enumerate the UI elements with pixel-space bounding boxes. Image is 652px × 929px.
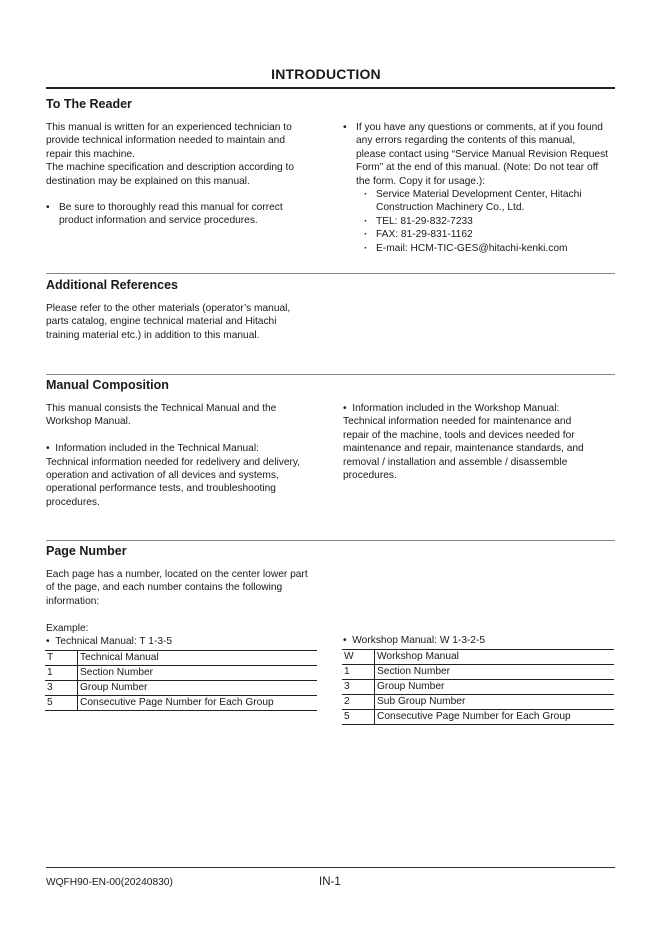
text-line: Technical information needed for maintenance and: [343, 416, 572, 428]
text-line: Each page has a number, located on the center lower part: [46, 569, 308, 580]
text-line: This manual is written for an experienced technician to: [46, 122, 292, 133]
page-title: INTRODUCTION: [271, 66, 381, 82]
desc-cell: Group Number: [78, 681, 318, 696]
text-line: training material etc.) in addition to this manual.: [46, 329, 260, 341]
code-cell: W: [342, 650, 375, 665]
text-line: Technical information needed for redelivery and delivery,: [46, 456, 301, 468]
text-line: information:: [46, 595, 100, 607]
section-divider: [46, 374, 615, 375]
desc-cell: Consecutive Page Number for Each Group: [375, 710, 615, 725]
composition-heading: Manual Composition: [46, 378, 169, 392]
to-reader-left: [46, 121, 336, 188]
desc-cell: Section Number: [78, 666, 318, 681]
technical-code-table: [45, 650, 317, 711]
footer-doc-code: WQFH90-EN-00(20240830): [46, 877, 173, 888]
code-cell: 2: [342, 695, 375, 710]
composition-right: [343, 402, 618, 482]
composition-left: [46, 402, 336, 509]
text-line: operational performance tests, and troubleshooting: [46, 483, 276, 495]
to-reader-right: [343, 121, 618, 255]
bullet-item: [46, 201, 336, 228]
text-line: The machine specification and description according to: [46, 162, 295, 174]
table-row: [45, 681, 317, 696]
text-line: • If you have any questions or comments, at if you found: [356, 122, 603, 133]
section-divider: [46, 540, 615, 541]
text-line: repair this machine.: [46, 148, 135, 160]
workshop-label-line: • Workshop Manual: W 1-3-2-5: [343, 635, 486, 646]
contact-item: · FAX: 81-29-831-1162: [356, 228, 618, 241]
technical-label-line: • Technical Manual: T 1-3-5: [46, 636, 173, 647]
contact-text: Construction Machinery Co., Ltd.: [376, 202, 525, 214]
table-row: [45, 666, 317, 681]
desc-cell: Consecutive Page Number for Each Group: [78, 696, 318, 711]
code-cell: 1: [342, 665, 375, 680]
text-line: procedures.: [343, 470, 397, 482]
contact-item: · E-mail: HCM-TIC-GES@hitachi-kenki.com: [356, 242, 618, 255]
table-row: [342, 680, 614, 695]
text-line: please contact using “Service Manual Revision Request: [356, 148, 608, 160]
title-rule: [46, 87, 615, 89]
text-line: procedures.: [46, 496, 100, 508]
text-line: Form” at the end of this manual. (Note: Do not tear off: [356, 162, 599, 174]
table-row: [45, 651, 317, 666]
text-line: removal / installation and assemble / disassemble: [343, 456, 568, 468]
code-cell: 3: [45, 681, 78, 696]
to-reader-heading: To The Reader: [46, 97, 132, 111]
bullet-line: • Information included in the Workshop Manual:: [343, 403, 560, 414]
to-reader-left-bullet: [46, 201, 336, 228]
table-row: [342, 695, 614, 710]
bullet-line: • Information included in the Technical Manual:: [46, 443, 259, 455]
text-line: Information included in the Technical Manual:: [55, 443, 259, 455]
table-row: [342, 710, 614, 725]
contact-list: [356, 188, 618, 255]
text-line: Information included in the Workshop Manual:: [352, 403, 560, 414]
contact-item: · TEL: 81-29-832-7233: [356, 215, 618, 228]
desc-cell: Workshop Manual: [375, 650, 615, 665]
text-line: destination may be explained on this manual.: [46, 175, 250, 187]
workshop-code-table: [342, 649, 614, 725]
contact-item: [356, 188, 618, 215]
code-cell: 3: [342, 680, 375, 695]
text-line: Workshop Manual.: [46, 416, 131, 428]
text-line: the form. Copy it for usage.):: [356, 175, 486, 187]
table-row: [342, 665, 614, 680]
text-line: operation and activation of all devices and systems,: [46, 470, 279, 482]
section-divider: [46, 273, 615, 274]
text-line: parts catalog, engine technical material and Hitachi: [46, 316, 277, 328]
text-line: This manual consists the Technical Manual and the: [46, 403, 277, 414]
text-line: • Be sure to thoroughly read this manual for correct: [59, 202, 283, 213]
additional-refs-heading: Additional References: [46, 278, 178, 292]
footer-rule: [46, 867, 615, 868]
desc-cell: Technical Manual: [78, 651, 318, 666]
technical-label: Technical Manual: T 1-3-5: [55, 636, 173, 647]
text-line: repair of the machine, tools and devices needed for: [343, 429, 575, 441]
text-line: Please refer to the other materials (operator’s manual,: [46, 303, 291, 314]
page-number-text: [46, 568, 336, 608]
code-cell: 5: [342, 710, 375, 725]
bullet-item: [343, 121, 618, 255]
desc-cell: Section Number: [375, 665, 615, 680]
workshop-label: Workshop Manual: W 1-3-2-5: [352, 635, 486, 646]
text-line: product information and service procedures.: [59, 215, 258, 227]
table-row: [45, 696, 317, 711]
desc-cell: Sub Group Number: [375, 695, 615, 710]
additional-refs-text: [46, 302, 336, 342]
text-line: of the page, and each number contains the following: [46, 582, 283, 594]
code-cell: T: [45, 651, 78, 666]
text-line: provide technical information needed to maintain and: [46, 135, 285, 147]
text-line: maintenance and repair, maintenance standards, and: [343, 443, 584, 455]
desc-cell: Group Number: [375, 680, 615, 695]
code-cell: 1: [45, 666, 78, 681]
table-row: [342, 650, 614, 665]
code-cell: 5: [45, 696, 78, 711]
example-label: Example:: [46, 623, 89, 634]
page-number-heading: Page Number: [46, 544, 127, 558]
text-line: any errors regarding the contents of this manual,: [356, 135, 576, 147]
footer-page-number: IN-1: [319, 876, 341, 888]
contact-text: Service Material Development Center, Hitachi: [376, 189, 582, 201]
